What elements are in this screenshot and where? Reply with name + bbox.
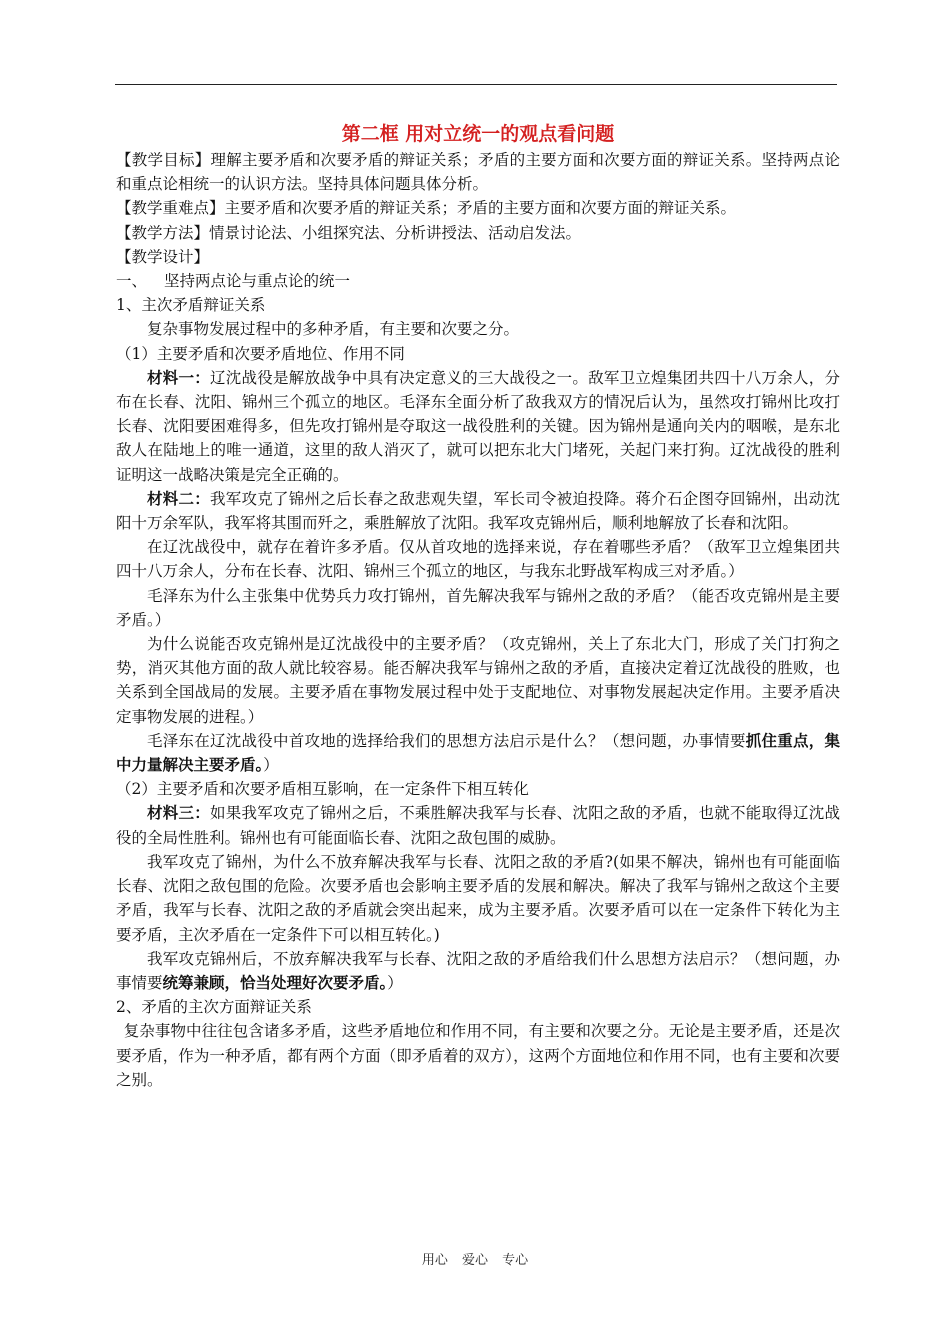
question-1: 在辽沈战役中，就存在着许多矛盾。仅从首攻地的选择来说，存在着哪些矛盾？（敌军卫立煌集团共四十八万余人，分布在长春、沈阳、锦州三个孤立的地区，与我东北野战军构成三对矛盾。） xyxy=(116,538,840,581)
teaching-methods: 【教学方法】情景讨论法、小组探究法、分析讲授法、活动启发法。 xyxy=(116,223,582,242)
material-2-text: 我军攻克了锦州之后长春之敌悲观失望，军长司令被迫投降。蒋介石企图夺回锦州，出动沈阳十万余军队，我军将其围而歼之，乘胜解放了沈阳。我军攻克锦州后，顺利地解放了长春和沈阳。 xyxy=(116,489,840,533)
section-1-title: 坚持两点论与重点论的统一 xyxy=(164,272,351,291)
subsection-1-1-heading: （1）主要矛盾和次要矛盾地位、作用不同 xyxy=(116,344,405,363)
material-3-text: 如果我军攻克了锦州之后，不乘胜解决我军与长春、沈阳之敌的矛盾，也就不能取得辽沈战役的全局性胜利。锦州也有可能面临长春、沈阳之敌包围的威胁。 xyxy=(116,804,840,847)
question-6-text: 我军攻克锦州后，不放弃解决我军与长春、沈阳之敌的矛盾给我们什么思想方法启示？（想问题，办事情要 xyxy=(116,949,840,992)
teaching-design-heading: 【教学设计】 xyxy=(116,247,210,266)
teaching-goals: 【教学目标】理解主要矛盾和次要矛盾的辩证关系；矛盾的主要方面和次要方面的辩证关系。坚持两点论和重点论相统一的认识方法。坚持具体问题具体分析。 xyxy=(116,151,840,194)
section-1-number: 一、 xyxy=(116,272,148,291)
question-4-emphasis: 抓住重点，集中力量解决主要矛盾。 xyxy=(116,730,840,775)
teaching-key-points: 【教学重难点】主要矛盾和次要矛盾的辩证关系；矛盾的主要方面和次要方面的辩证关系。 xyxy=(116,199,737,218)
question-3: 为什么说能否攻克锦州是辽沈战役中的主要矛盾？（攻克锦州，关上了东北大门，形成了关门打狗之势，消灭其他方面的敌人就比较容易。能否解决我军与锦州之敌的矛盾，直接决定着辽沈战役的胜败，也关系到全国战局的发展。主要矛盾在事物发展过程中处于支配地位、对事物发展起决定作用。主要矛盾决定事物发展的进程。） xyxy=(116,635,840,726)
question-6-close: ） xyxy=(387,973,403,992)
document-body xyxy=(116,120,840,1092)
question-2: 毛泽东为什么主张集中优势兵力攻打锦州，首先解决我军与锦州之敌的矛盾？（能否攻克锦州是主要矛盾。） xyxy=(116,586,840,629)
question-6-emphasis: 统筹兼顾，恰当处理好次要矛盾。 xyxy=(162,972,388,992)
question-6 xyxy=(116,947,840,995)
page-title: 第二框 用对立统一的观点看问题 xyxy=(341,123,615,145)
section-1-heading xyxy=(116,269,840,293)
subsection-2-heading: 2、矛盾的主次方面辩证关系 xyxy=(116,998,312,1017)
intro-paragraph: 复杂事物发展过程中的多种矛盾，有主要和次要之分。 xyxy=(147,320,520,339)
material-3 xyxy=(116,801,840,849)
material-3-label: 材料三： xyxy=(147,803,211,823)
material-2 xyxy=(116,487,840,535)
question-5: 我军攻克了锦州，为什么不放弃解决我军与长春、沈阳之敌的矛盾?(如果不解决，锦州也有可能面临长春、沈阳之敌包围的危险。次要矛盾也会影响主要矛盾的发展和解决。解决了我军与锦州之敌这个主要矛盾，我军与长春、沈阳之敌的矛盾就会突出起来，成为主要矛盾。次要矛盾可以在一定条件下转化为主要矛盾，主次矛盾在一定条件下可以相互转化。) xyxy=(116,852,840,944)
subsection-1-heading: 1、主次矛盾辩证关系 xyxy=(116,296,266,315)
question-4-text: 毛泽东在辽沈战役中首攻地的选择给我们的思想方法启示是什么？（想问题，办事情要 xyxy=(147,731,746,750)
page-footer: 用心 爱心 专心 xyxy=(421,1253,529,1268)
question-4-close: ） xyxy=(263,756,279,775)
material-2-label: 材料二： xyxy=(147,488,211,508)
subsection-1-2-heading: （2）主要矛盾和次要矛盾相互影响，在一定条件下相互转化 xyxy=(116,780,529,799)
header-rule xyxy=(115,84,837,85)
material-1-text: 辽沈战役是解放战争中具有决定意义的三大战役之一。敌军卫立煌集团共四十八万余人，分布在长春、沈阳、锦州三个孤立的地区。毛泽东全面分析了敌我双方的情况后认为，虽然攻打锦州比攻打长春、沈阳要困难得多，但先攻打锦州是夺取这一战役胜利的关键。因为锦州是通向关内的咽喉，是东北敌人在陆地上的唯一通道，这里的敌人消灭了，就可以把东北大门堵死，关起门来打狗。辽沈战役的胜利证明这一战略决策是完全正确的。 xyxy=(116,368,840,484)
question-4 xyxy=(116,729,840,777)
material-1-label: 材料一： xyxy=(147,367,211,387)
material-1 xyxy=(116,366,840,487)
final-paragraph: 复杂事物中往往包含诸多矛盾，这些矛盾地位和作用不同，有主要和次要之分。无论是主要矛盾，还是次要矛盾，作为一种矛盾，都有两个方面（即矛盾着的双方），这两个方面地位和作用不同，也有主要和次要之别。 xyxy=(116,1022,840,1089)
